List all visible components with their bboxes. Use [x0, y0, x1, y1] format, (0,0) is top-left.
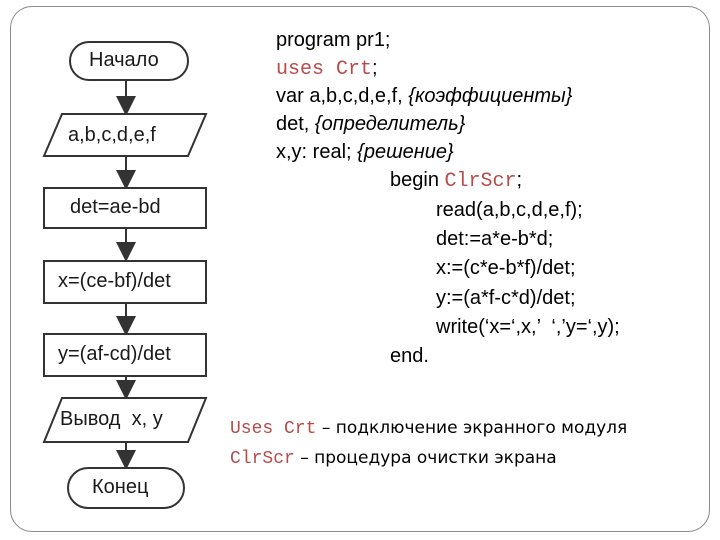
- code-line-10: y:=(a*f-c*d)/det;: [436, 287, 576, 309]
- semicolon: ;: [372, 57, 378, 79]
- note-uses-crt: [230, 418, 627, 439]
- code-line-4: [276, 112, 465, 136]
- det-declaration: det,: [276, 113, 315, 135]
- y-label: y=(af-cd)/det: [58, 343, 171, 365]
- note-text: – процедура очистки экрана: [294, 448, 557, 468]
- code-line-12: end.: [390, 345, 429, 367]
- comment-solution: {решение}: [357, 141, 454, 163]
- det-label: det=ae-bd: [70, 196, 161, 218]
- code-line-5: [276, 140, 454, 164]
- note-clrscr: [230, 448, 557, 469]
- input-label: a,b,c,d,e,f: [68, 124, 156, 146]
- code-line-8: det:=a*e-b*d;: [436, 228, 554, 250]
- code-line-6: [390, 168, 522, 194]
- note-keyword: Uses Crt: [230, 419, 317, 439]
- code-line-7: read(a,b,c,d,e,f);: [436, 199, 583, 221]
- code-line-2: [276, 56, 378, 82]
- uses-keyword: uses: [276, 58, 337, 81]
- code-line-9: x:=(c*e-b*f)/det;: [436, 257, 576, 279]
- note-text: – подключение экранного модуля: [316, 418, 628, 438]
- note-keyword: ClrScr: [230, 449, 295, 469]
- code-line-3: [276, 84, 572, 108]
- code-line-1: program pr1;: [276, 29, 391, 51]
- code-line-11: write(‘x=‘,x,’ ‘,’y=‘,y);: [436, 316, 620, 338]
- begin-keyword: begin: [390, 169, 445, 191]
- output-label: Вывод x, y: [60, 408, 163, 430]
- clrscr-call: ClrScr: [444, 170, 517, 193]
- end-label: Конец: [92, 476, 149, 498]
- x-label: x=(ce-bf)/det: [58, 270, 171, 292]
- crt-module: Crt: [336, 58, 373, 81]
- var-declaration: var a,b,c,d,e,f,: [276, 85, 409, 107]
- comment-determinant: {определитель}: [314, 113, 466, 135]
- xy-declaration: x,y: real;: [276, 141, 358, 163]
- comment-coefficients: {коэффициенты}: [408, 85, 573, 107]
- semicolon: ;: [516, 169, 523, 191]
- start-label: Начало: [89, 49, 159, 71]
